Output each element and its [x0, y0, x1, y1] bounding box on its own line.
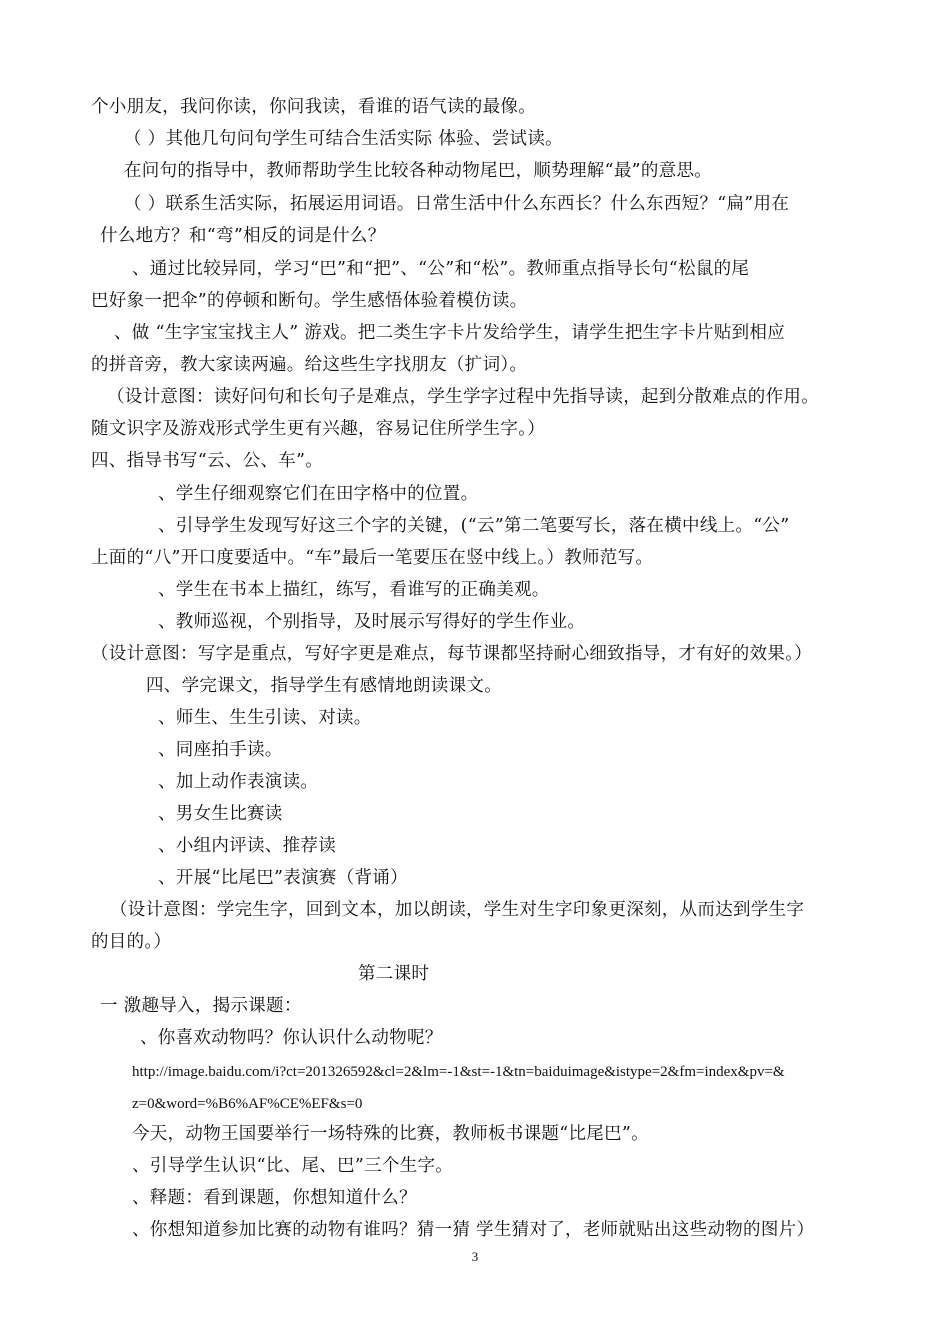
list-item: 、加上动作表演读。	[158, 772, 319, 792]
lesson-title: 第二课时	[358, 964, 430, 984]
text-line: （设计意图：读好问句和长句子是难点，学生学字过程中先指导读，起到分散难点的作用。	[107, 387, 819, 407]
url-link[interactable]: http://image.baidu.com/i?ct=201326592&cl=2&lm=-1&st=-1&tn=baiduimage&istype=2&fm=index&pv=&	[132, 1064, 785, 1080]
text-line: 、释题：看到课题，你想知道什么？	[132, 1188, 417, 1208]
text-line: 、做 “生字宝宝找主人” 游戏。把二类生字卡片发给学生，请学生把生字卡片贴到相应	[114, 323, 786, 343]
text-line: 巴好象一把伞”的停顿和断句。学生感悟体验着模仿读。	[91, 291, 528, 311]
list-item: 、小组内评读、推荐读	[158, 836, 336, 856]
text-line: 的拼音旁，教大家读两遍。给这些生字找朋友（扩词）。	[91, 355, 528, 375]
text-line: 上面的“八”开口度要适中。“车”最后一笔要压在竖中线上。）教师范写。	[91, 548, 654, 568]
text-line: 、教师巡视，个别指导，及时展示写得好的学生作业。	[158, 612, 586, 632]
text-line: 在问句的指导中，教师帮助学生比较各种动物尾巴，顺势理解“最”的意思。	[124, 161, 713, 181]
text-line: 、引导学生发现写好这三个字的关键，(“云”第二笔要写长，落在横中线上。“公”	[158, 516, 790, 536]
section-heading: 四、指导书写“云、公、车”。	[91, 451, 324, 471]
section-heading: 四、学完课文，指导学生有感情地朗读课文。	[146, 676, 502, 696]
list-item: 、师生、生生引读、对读。	[158, 708, 372, 728]
text-line: 随文识字及游戏形式学生更有兴趣，容易记住所学生字。）	[91, 419, 546, 439]
text-line: 、通过比较异同，学习“巴”和“把”、“公”和“松”。教师重点指导长句“松鼠的尾	[132, 259, 750, 279]
text-line: （ ）联系生活实际，拓展运用词语。日常生活中什么东西长？什么东西短？“扁”用在	[124, 194, 790, 214]
list-item: 、同座拍手读。	[158, 740, 283, 760]
text-line: 、你喜欢动物吗？你认识什么动物呢？	[140, 1028, 443, 1048]
list-item: 、开展“比尾巴”表演赛（背诵）	[158, 868, 408, 888]
list-item: 、男女生比赛读	[158, 804, 283, 824]
text-line: （设计意图：学完生字，回到文本，加以朗读，学生对生字印象更深刻，从而达到学生字	[110, 900, 805, 920]
url-link-continued[interactable]: z=0&word=%B6%AF%CE%EF&s=0	[132, 1096, 363, 1112]
text-line: 个小朋友，我问你读，你问我读，看谁的语气读的最像。	[91, 97, 536, 117]
text-line: （设计意图：写字是重点，写好字更是难点，每节课都坚持耐心细致指导，才有好的效果。）	[91, 644, 813, 664]
section-heading: 一 激趣导入，揭示课题：	[100, 996, 302, 1016]
page-number: 3	[471, 1249, 479, 1264]
text-line: （ ）其他几句问句学生可结合生活实际 体验、尝试读。	[124, 129, 563, 149]
text-line: 什么地方？和“弯”相反的词是什么？	[100, 226, 386, 246]
text-line: 、学生在书本上描红，练写，看谁写的正确美观。	[158, 580, 550, 600]
text-line: 的目的。）	[91, 932, 172, 952]
text-line: 、引导学生认识“比、尾、巴”三个生字。	[132, 1156, 454, 1176]
text-line: 、学生仔细观察它们在田字格中的位置。	[158, 484, 479, 504]
text-line: 、你想知道参加比赛的动物有谁吗？猜一猜 学生猜对了，老师就贴出这些动物的图片）	[132, 1220, 815, 1240]
text-line: 今天，动物王国要举行一场特殊的比赛，教师板书课题“比尾巴”。	[132, 1124, 649, 1144]
